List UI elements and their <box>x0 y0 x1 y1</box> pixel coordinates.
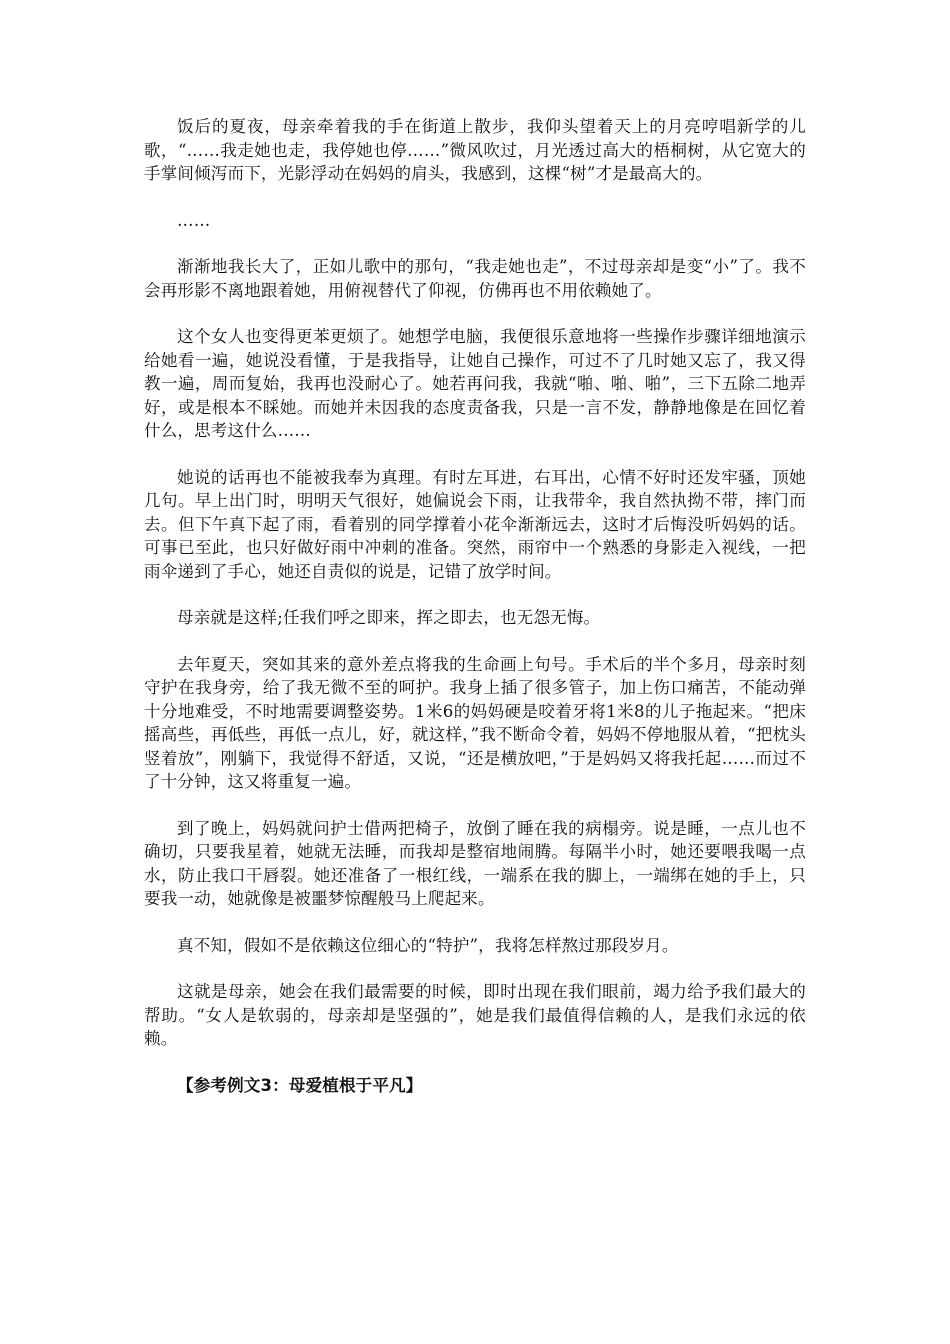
section-heading: 【参考例文3：母爱植根于平凡】 <box>177 1075 423 1095</box>
paragraph-umbrella: 她说的话再也不能被我奉为真理。有时左耳进，右耳出，心情不好时还发牢骚，顶她几句。早上出门时，明明天气很好，她偏说会下雨，让我带伞，我自然执拗不带，摔门而去。但下午真下起了雨，看着别的同学撑着小花伞渐渐远去，这时才后悔没听妈妈的话。可事已至此，也只好做好雨中冲刺的准备。突然，雨帘中一个熟悉的身影走入视线，一把雨伞递到了手心，她还自责似的说是，记错了放学时间。 <box>144 467 806 581</box>
paragraph-ellipsis: …… <box>177 210 211 230</box>
paragraph-summer-night: 饭后的夏夜，母亲牵着我的手在街道上散步，我仰头望着天上的月亮哼唱新学的儿歌，“……我走她也走，我停她也停……”微风吹过，月光透过高大的梧桐树，从它宽大的手掌间倾泻而下，光影浮动在妈妈的肩头，我感到，这棵“树”才是最高大的。 <box>144 117 806 183</box>
paragraph-computer: 这个女人也变得更苯更烦了。她想学电脑，我便很乐意地将一些操作步骤详细地演示给她看一遍，她说没看懂，于是我指导，让她自己操作，可过不了几时她又忘了，我又得教一遍，周而复始，我再也没耐心了。她若再问我，我就“啪、啪、啪”，三下五除二地弄好，或是根本不睬她。而她并未因我的态度责备我，只是一言不发，静静地像是在回忆着什么，思考这什么…… <box>144 327 806 440</box>
paragraph-mother-like-this: 母亲就是这样;任我们呼之即来，挥之即去，也无怨无悔。 <box>177 608 601 627</box>
paragraph-special-nurse: 真不知，假如不是依赖这位细心的“特护”，我将怎样熬过那段岁月。 <box>177 935 679 955</box>
document-body <box>144 115 806 1097</box>
paragraph-surgery: 去年夏天，突如其来的意外差点将我的生命画上句号。手术后的半个多月，母亲时刻守护在我身旁，给了我无微不至的呵护。我身上插了很多管子，加上伤口痛苦，不能动弹十分地难受，不时地需要调整姿势。1米6的妈妈硬是咬着牙将1米8的儿子拖起来。“把床摇高些，再低些，再低一点儿，好，就这样，”我不断命令着，妈妈不停地服从着，“把枕头竖着放”，刚躺下，我觉得不舒适，又说，“还是横放吧，”于是妈妈又将我托起……而过不了十分钟，这又将重复一遍。 <box>144 654 806 791</box>
paragraph-conclusion: 这就是母亲，她会在我们最需要的时候，即时出现在我们眼前，竭力给予我们最大的帮助。“女人是软弱的，母亲却是坚强的”，她是我们最值得信赖的人，是我们永远的依赖。 <box>144 982 806 1048</box>
paragraph-night-care: 到了晚上，妈妈就问护士借两把椅子，放倒了睡在我的病榻旁。说是睡，一点儿也不确切，只要我星着，她就无法睡，而我却是整宿地闹腾。每隔半小时，她还要喂我喝一点水，防止我口干唇裂。她还准备了一根红线，一端系在我的脚上，一端绑在她的手上，只要我一动，她就像是被噩梦惊醒般马上爬起来。 <box>144 818 806 908</box>
paragraph-growing-up: 渐渐地我长大了，正如儿歌中的那句，“我走她也走”，不过母亲却是变“小”了。我不会再形影不离地跟着她，用俯视替代了仰视，仿佛再也不用依赖她了。 <box>144 257 806 300</box>
